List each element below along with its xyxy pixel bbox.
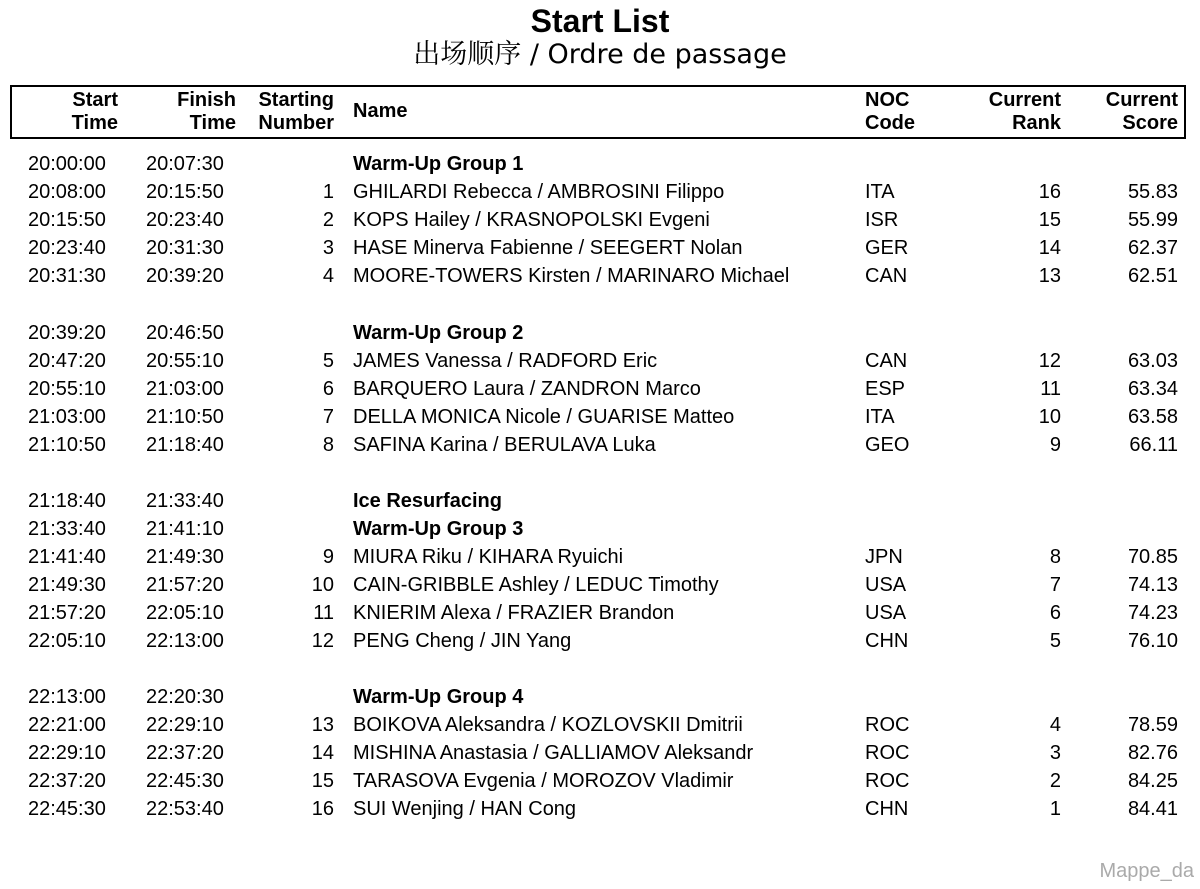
page-subtitle: 出场顺序 / Ordre de passage [413,39,787,70]
current-score: 55.83 [1127,181,1178,203]
skater-names: CAIN-GRIBBLE Ashley / LEDUC Timothy [353,574,719,596]
skater-names: PENG Cheng / JIN Yang [353,630,572,652]
group-row [0,319,1200,347]
header-noc-line1: NOC [865,89,910,111]
group-label: Warm-Up Group 1 [353,153,524,175]
skater-names: BOIKOVA Aleksandra / KOZLOVSKII Dmitrii [353,714,743,736]
header-number-line2: Number [258,112,334,134]
header-rank-line2: Rank [1012,112,1061,134]
header-current-score [1090,89,1178,135]
starting-number: 5 [322,350,334,372]
header-finish-time [160,89,236,135]
noc-code: ROC [865,770,910,792]
starting-number: 3 [322,237,334,259]
start-time: 21:03:00 [28,406,106,428]
start-time: 20:55:10 [28,378,106,400]
header-number-line1: Starting [258,89,334,111]
header-start-line1: Start [72,89,118,111]
finish-time: 20:23:40 [146,209,224,231]
header-start-time [60,89,118,135]
starting-number: 10 [311,574,334,596]
current-score: 84.25 [1127,770,1178,792]
header-noc-code [865,89,915,135]
table-row [0,347,1200,375]
finish-time: 21:41:10 [146,518,224,540]
current-score: 70.85 [1127,546,1178,568]
start-time: 21:49:30 [28,574,106,596]
start-time: 20:15:50 [28,209,106,231]
skater-names: GHILARDI Rebecca / AMBROSINI Filippo [353,181,725,203]
noc-code: CHN [865,630,909,652]
starting-number: 9 [322,546,334,568]
current-score: 63.03 [1127,350,1178,372]
group-label: Warm-Up Group 4 [353,686,524,708]
noc-code: CAN [865,350,908,372]
skater-names: SUI Wenjing / HAN Cong [353,798,577,820]
current-rank: 5 [1049,630,1061,652]
table-row [0,262,1200,290]
start-time: 22:45:30 [28,798,106,820]
noc-code: GER [865,237,909,259]
skater-names: JAMES Vanessa / RADFORD Eric [353,350,658,372]
noc-code: ROC [865,714,910,736]
header-current-rank [972,89,1061,135]
current-score: 63.58 [1127,406,1178,428]
noc-code: ROC [865,742,910,764]
finish-time: 22:20:30 [146,686,224,708]
noc-code: USA [865,574,907,596]
table-row [0,178,1200,206]
current-rank: 14 [1038,237,1061,259]
current-rank: 16 [1038,181,1061,203]
skater-names: KNIERIM Alexa / FRAZIER Brandon [353,602,675,624]
current-rank: 8 [1049,546,1061,568]
skater-names: BARQUERO Laura / ZANDRON Marco [353,378,701,400]
start-time: 20:47:20 [28,350,106,372]
noc-code: ITA [865,406,895,428]
finish-time: 21:57:20 [146,574,224,596]
skater-names: TARASOVA Evgenia / MOROZOV Vladimir [353,770,734,792]
current-rank: 7 [1049,574,1061,596]
finish-time: 21:03:00 [146,378,224,400]
start-time: 22:05:10 [28,630,106,652]
start-time: 22:13:00 [28,686,106,708]
starting-number: 11 [313,602,334,624]
header-start-line2: Time [71,112,118,134]
current-score: 62.37 [1127,237,1178,259]
finish-time: 21:33:40 [146,490,224,512]
table-row [0,739,1200,767]
table-row [0,234,1200,262]
group-label: Ice Resurfacing [353,490,502,512]
current-score: 84.41 [1127,798,1178,820]
finish-time: 22:53:40 [146,798,224,820]
current-rank: 12 [1038,350,1061,372]
current-rank: 1 [1049,798,1061,820]
table-row [0,375,1200,403]
start-time: 20:39:20 [28,322,106,344]
current-rank: 15 [1038,209,1061,231]
current-score: 82.76 [1127,742,1178,764]
table-row [0,403,1200,431]
starting-number: 7 [322,406,334,428]
table-row [0,627,1200,655]
start-time: 22:37:20 [28,770,106,792]
current-score: 55.99 [1127,209,1178,231]
skater-names: SAFINA Karina / BERULAVA Luka [353,434,656,456]
start-time: 20:00:00 [28,153,106,175]
finish-time: 20:31:30 [146,237,224,259]
group-label: Warm-Up Group 3 [353,518,524,540]
start-time: 21:57:20 [28,602,106,624]
current-rank: 9 [1049,434,1061,456]
table-row [0,599,1200,627]
finish-time: 22:29:10 [146,714,224,736]
header-name: Name [353,100,408,122]
finish-time: 22:37:20 [146,742,224,764]
current-rank: 6 [1049,602,1061,624]
finish-time: 22:45:30 [146,770,224,792]
finish-time: 20:07:30 [146,153,224,175]
current-score: 66.11 [1129,434,1178,456]
finish-time: 20:15:50 [146,181,224,203]
skater-names: MIURA Riku / KIHARA Ryuichi [353,546,624,568]
noc-code: ESP [865,378,906,400]
noc-code: CAN [865,265,908,287]
current-score: 74.23 [1127,602,1178,624]
starting-number: 14 [311,742,334,764]
starting-number: 4 [322,265,334,287]
start-time: 22:29:10 [28,742,106,764]
skater-names: DELLA MONICA Nicole / GUARISE Matteo [353,406,735,428]
table-row [0,795,1200,823]
noc-code: USA [865,602,907,624]
noc-code: GEO [865,434,910,456]
skater-names: KOPS Hailey / KRASNOPOLSKI Evgeni [353,209,710,231]
start-time: 21:41:40 [28,546,106,568]
starting-number: 15 [311,770,334,792]
finish-time: 20:46:50 [146,322,224,344]
page-title: Start List [530,3,670,39]
current-rank: 3 [1049,742,1061,764]
finish-time: 21:10:50 [146,406,224,428]
group-label: Warm-Up Group 2 [353,322,524,344]
start-time: 22:21:00 [28,714,106,736]
group-row [0,150,1200,178]
start-time: 21:33:40 [28,518,106,540]
noc-code: ITA [865,181,895,203]
group-row [0,683,1200,711]
header-noc-line2: Code [865,112,915,134]
finish-time: 22:13:00 [146,630,224,652]
header-score-line2: Score [1122,112,1178,134]
current-score: 62.51 [1127,265,1178,287]
current-score: 78.59 [1127,714,1178,736]
starting-number: 1 [322,181,334,203]
starting-number: 8 [322,434,334,456]
current-rank: 13 [1038,265,1061,287]
table-row [0,543,1200,571]
current-rank: 4 [1049,714,1061,736]
starting-number: 13 [311,714,334,736]
starting-number: 16 [311,798,334,820]
noc-code: CHN [865,798,909,820]
finish-time: 22:05:10 [146,602,224,624]
start-time: 20:31:30 [28,265,106,287]
start-time: 21:18:40 [28,490,106,512]
table-header [10,85,1186,139]
starting-number: 2 [322,209,334,231]
header-rank-line1: Current [988,89,1061,111]
start-time: 20:23:40 [28,237,106,259]
watermark: Mappe_da [1099,860,1194,882]
start-time: 21:10:50 [28,434,106,456]
current-score: 63.34 [1127,378,1178,400]
finish-time: 20:39:20 [146,265,224,287]
table-row [0,767,1200,795]
header-finish-line1: Finish [177,89,236,111]
noc-code: ISR [865,209,899,231]
current-rank: 2 [1049,770,1061,792]
finish-time: 21:49:30 [146,546,224,568]
table-row [0,431,1200,459]
current-score: 76.10 [1127,630,1178,652]
table-row [0,206,1200,234]
skater-names: MOORE-TOWERS Kirsten / MARINARO Michael [353,265,790,287]
skater-names: HASE Minerva Fabienne / SEEGERT Nolan [353,237,743,259]
skater-names: MISHINA Anastasia / GALLIAMOV Aleksandr [353,742,754,764]
starting-number: 12 [311,630,334,652]
finish-time: 20:55:10 [146,350,224,372]
table-row [0,711,1200,739]
group-row [0,487,1200,515]
current-rank: 10 [1038,406,1061,428]
group-row [0,515,1200,543]
starting-number: 6 [322,378,334,400]
current-rank: 11 [1040,378,1061,400]
start-time: 20:08:00 [28,181,106,203]
noc-code: JPN [865,546,903,568]
current-score: 74.13 [1127,574,1178,596]
header-starting-number [244,89,334,135]
finish-time: 21:18:40 [146,434,224,456]
header-finish-line2: Time [189,112,236,134]
table-row [0,571,1200,599]
header-score-line1: Current [1105,89,1178,111]
